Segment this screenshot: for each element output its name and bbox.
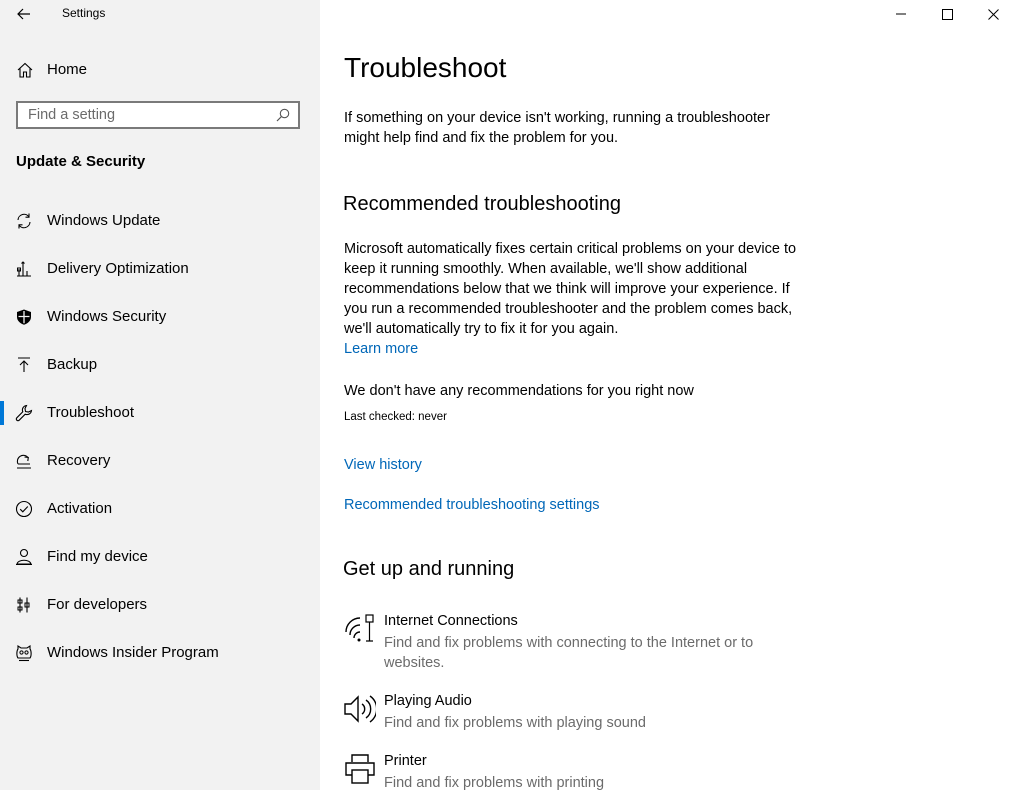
sidebar-item-for-developers[interactable] bbox=[0, 581, 320, 629]
recommended-description-text: Microsoft automatically fixes certain critical problems on your device to keep it running smoothly. When available, we'll show additional recommendations below that we think will improve your experience. If you run a recommended troubleshooter and the problem comes back, we'll automatically try to fix it for you again. bbox=[344, 241, 797, 337]
main-content bbox=[344, 0, 1004, 790]
section-title: Update & Security bbox=[16, 153, 146, 170]
troubleshooter-name: Playing Audio bbox=[384, 693, 472, 709]
sidebar-item-troubleshoot[interactable] bbox=[0, 389, 320, 437]
recommended-settings-link[interactable]: Recommended troubleshooting settings bbox=[344, 497, 600, 513]
back-button[interactable] bbox=[10, 2, 38, 26]
troubleshooter-description: Find and fix problems with playing sound bbox=[384, 715, 646, 731]
troubleshooter-name: Internet Connections bbox=[384, 613, 518, 629]
sidebar-nav bbox=[0, 197, 320, 677]
delivery-optimization-icon bbox=[15, 260, 33, 278]
sidebar-item-backup[interactable] bbox=[0, 341, 320, 389]
sidebar-item-label: Windows Update bbox=[47, 212, 161, 229]
speaker-icon bbox=[344, 693, 376, 725]
sidebar-item-label: For developers bbox=[47, 596, 148, 613]
recommended-heading: Recommended troubleshooting bbox=[343, 193, 621, 215]
sidebar-item-label: Recovery bbox=[47, 452, 111, 469]
get-up-running-heading: Get up and running bbox=[343, 558, 515, 580]
home-label: Home bbox=[47, 61, 88, 78]
troubleshooter-playing-audio[interactable] bbox=[344, 693, 804, 733]
sidebar-item-label: Activation bbox=[47, 500, 113, 517]
back-arrow-icon bbox=[17, 8, 31, 20]
sidebar-item-label: Troubleshoot bbox=[47, 404, 134, 421]
sidebar-item-activation[interactable] bbox=[0, 485, 320, 533]
troubleshooter-printer[interactable] bbox=[344, 753, 804, 790]
sidebar-item-label: Windows Insider Program bbox=[47, 644, 219, 661]
sidebar-item-label: Delivery Optimization bbox=[47, 260, 189, 277]
sidebar-item-windows-update[interactable] bbox=[0, 197, 320, 245]
printer-icon bbox=[344, 753, 376, 785]
internet-connections-icon bbox=[344, 613, 376, 645]
no-recommendations-text: We don't have any recommendations for you right now bbox=[344, 383, 694, 399]
shield-icon bbox=[15, 308, 33, 326]
backup-icon bbox=[15, 356, 33, 374]
sidebar-item-find-my-device[interactable] bbox=[0, 533, 320, 581]
search-icon[interactable] bbox=[276, 108, 290, 122]
intro-text: If something on your device isn't working, running a troubleshooter might help find and fix the problem for you. bbox=[344, 110, 770, 146]
learn-more-link[interactable]: Learn more bbox=[344, 341, 419, 357]
sidebar-item-recovery[interactable] bbox=[0, 437, 320, 485]
sidebar-item-windows-security[interactable] bbox=[0, 293, 320, 341]
sidebar-item-delivery-optimization[interactable] bbox=[0, 245, 320, 293]
wrench-icon bbox=[15, 404, 33, 422]
sidebar bbox=[0, 0, 320, 790]
last-checked-text: Last checked: never bbox=[344, 411, 447, 423]
recovery-icon bbox=[15, 452, 33, 470]
insider-icon bbox=[15, 644, 33, 662]
sidebar-item-label: Backup bbox=[47, 356, 98, 373]
search-box bbox=[16, 101, 300, 129]
selection-indicator bbox=[0, 401, 4, 425]
app-title: Settings bbox=[62, 6, 106, 20]
page-title: Troubleshoot bbox=[344, 52, 507, 83]
troubleshooter-description: Find and fix problems with printing bbox=[384, 775, 605, 790]
sync-icon bbox=[15, 212, 33, 230]
troubleshooter-description: Find and fix problems with connecting to the Internet or to websites. bbox=[384, 635, 754, 671]
sidebar-item-windows-insider-program[interactable] bbox=[0, 629, 320, 677]
recommended-description bbox=[344, 239, 799, 359]
search-input[interactable] bbox=[18, 103, 278, 127]
activation-check-icon bbox=[15, 500, 33, 518]
troubleshooter-internet-connections[interactable] bbox=[344, 613, 804, 673]
sidebar-item-home[interactable] bbox=[0, 52, 320, 88]
developer-icon bbox=[15, 596, 33, 614]
title-bar bbox=[0, 0, 320, 28]
find-device-icon bbox=[15, 548, 33, 566]
sidebar-item-label: Find my device bbox=[47, 548, 148, 565]
sidebar-item-label: Windows Security bbox=[47, 308, 167, 325]
home-icon bbox=[16, 61, 34, 79]
view-history-link[interactable]: View history bbox=[344, 457, 422, 473]
troubleshooter-name: Printer bbox=[384, 753, 427, 769]
